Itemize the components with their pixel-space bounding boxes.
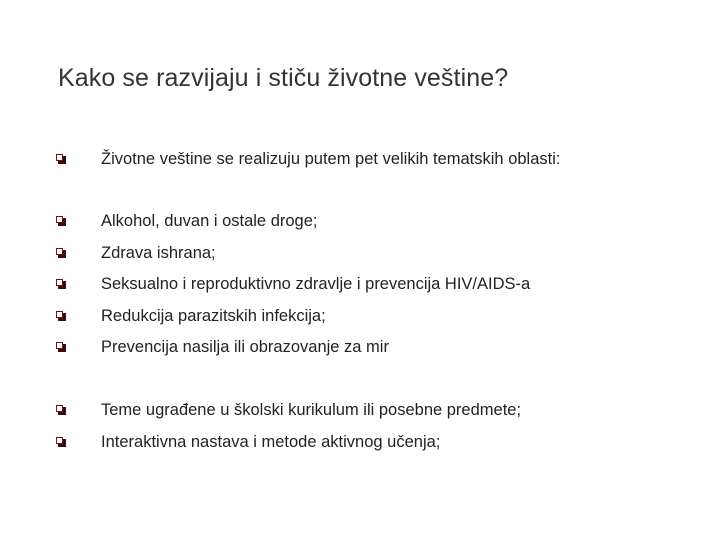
bullet-text: Interaktivna nastava i metode aktivnog učenja; [101,432,441,451]
bullet-text: Alkohol, duvan i ostale droge; [101,211,318,230]
bullet-item [56,272,530,296]
bullet-text: Seksualno i reproduktivno zdravlje i prevencija HIV/AIDS-a [101,274,531,293]
square-bullet-icon [56,248,66,258]
square-bullet-icon [56,311,66,321]
bullet-item [56,147,560,171]
bullet-text: Redukcija parazitskih infekcija; [101,306,326,325]
square-bullet-icon [56,279,66,289]
slide-title: Kako se razvijaju i stiču životne veštine? [58,64,509,92]
square-bullet-icon [56,405,66,415]
bullet-item [56,304,326,328]
bullet-item [56,430,440,454]
bullet-text: Životne veštine se realizuju putem pet velikih tematskih oblasti: [101,149,561,168]
square-bullet-icon [56,437,66,447]
bullet-item [56,398,521,422]
bullet-text: Prevencija nasilja ili obrazovanje za mir [101,337,389,356]
bullet-item [56,241,216,265]
bullet-text: Teme ugrađene u školski kurikulum ili posebne predmete; [101,400,522,419]
square-bullet-icon [56,154,66,164]
square-bullet-icon [56,216,66,226]
bullet-item [56,335,389,359]
square-bullet-icon [56,342,66,352]
bullet-text: Zdrava ishrana; [101,243,216,262]
bullet-item [56,209,317,233]
